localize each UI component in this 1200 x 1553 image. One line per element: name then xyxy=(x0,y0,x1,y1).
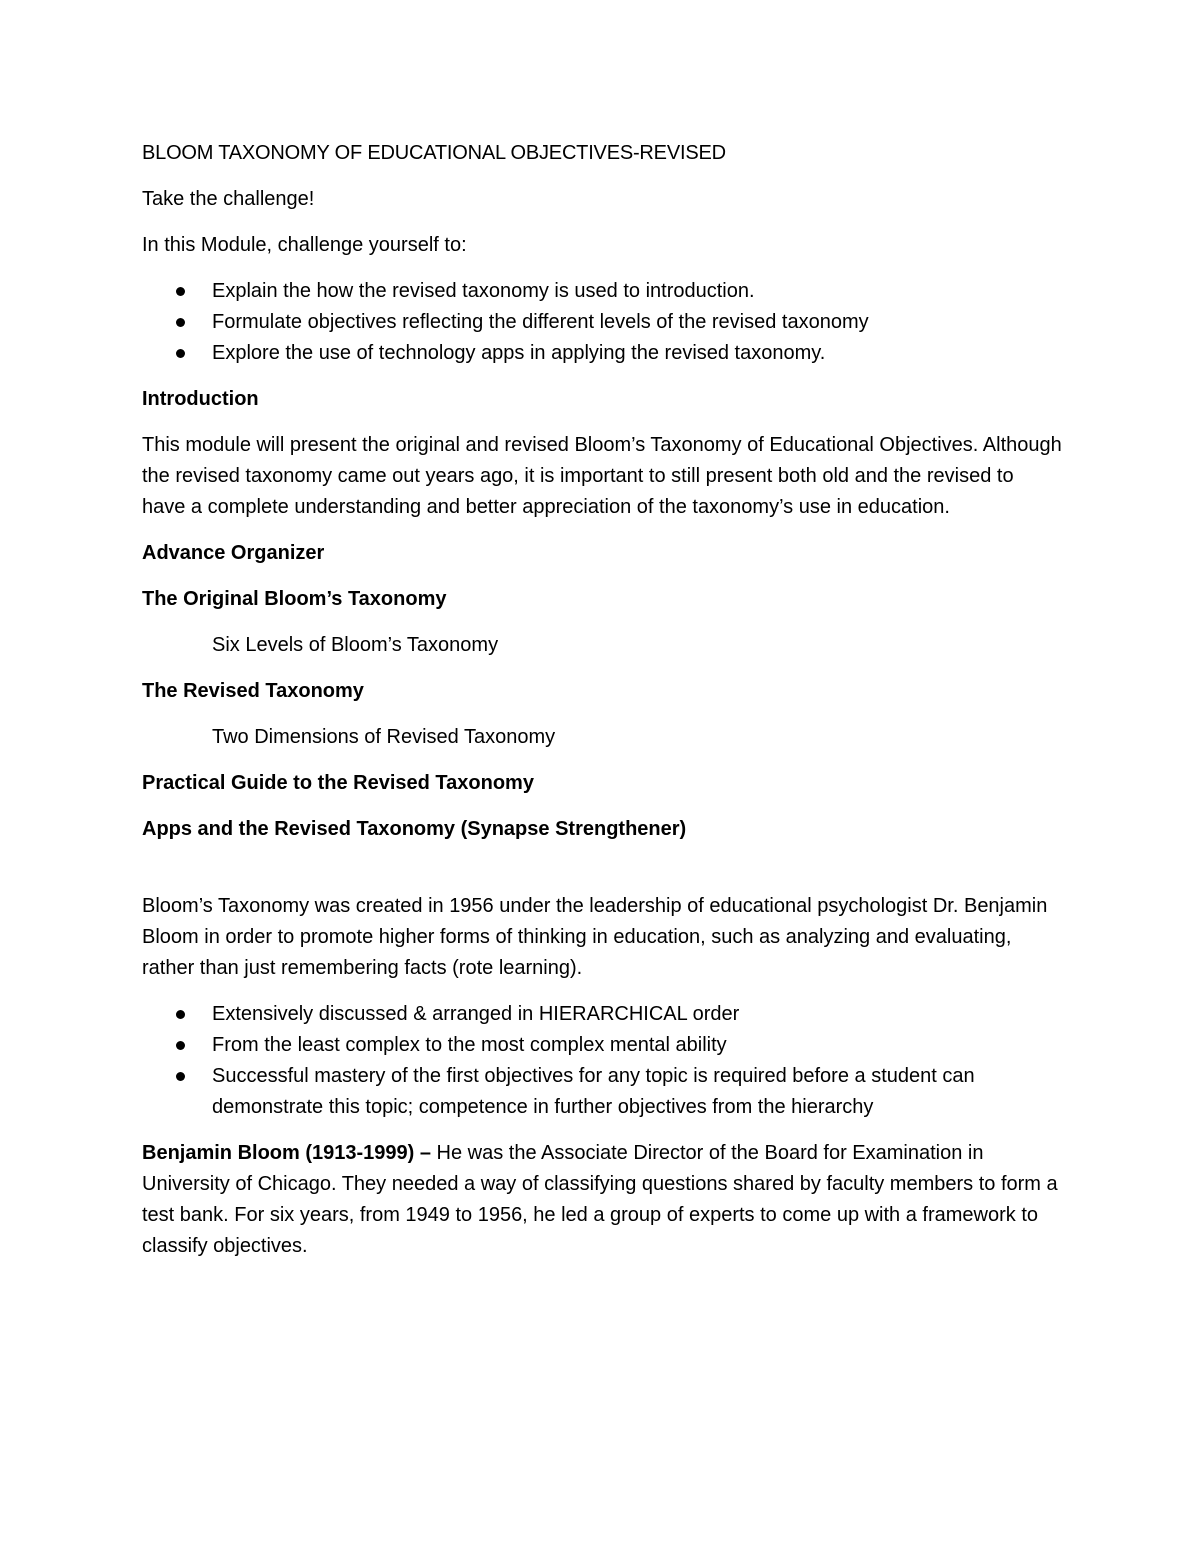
history-text: Bloom’s Taxonomy was created in 1956 under the leadership of educational psychologist Dr. Benjamin Bloom in order to promote higher forms of thinking in education, such as analyzing and evaluating, rather than just remembering facts (rote learning). xyxy=(142,895,1048,979)
introduction-text: This module will present the original and revised Bloom’s Taxonomy of Educational Objectives. Although the revised taxonomy came out years ago, it is important to still present both old and the revised to have a complete understanding and better appreciation of the taxonomy’s use in education. xyxy=(142,434,1062,518)
bullet-icon xyxy=(176,1072,185,1081)
document-title: BLOOM TAXONOMY OF EDUCATIONAL OBJECTIVES-REVISED xyxy=(142,142,726,164)
list-item: Extensively discussed & arranged in HIERARCHICAL order xyxy=(142,999,1062,1030)
list-item: From the least complex to the most complex mental ability xyxy=(142,1030,1062,1061)
challenge-text: Take the challenge! xyxy=(142,188,315,210)
bullet-icon xyxy=(176,1041,185,1050)
objectives-list xyxy=(142,276,1062,369)
list-item: Explain the how the revised taxonomy is used to introduction. xyxy=(142,276,1062,307)
list-item: Successful mastery of the first objectives for any topic is required before a student can demonstrate this topic; competence in further objectives from the hierarchy xyxy=(142,1061,1062,1123)
bloom-bio xyxy=(142,1138,1062,1262)
bullet-icon xyxy=(176,318,185,327)
document-page xyxy=(142,138,1062,1277)
advance-organizer-heading: Advance Organizer xyxy=(142,542,325,564)
list-item: Explore the use of technology apps in applying the revised taxonomy. xyxy=(142,338,1062,369)
bullet-icon xyxy=(176,287,185,296)
revised-taxonomy-sub: Two Dimensions of Revised Taxonomy xyxy=(212,726,556,748)
practical-guide-heading: Practical Guide to the Revised Taxonomy xyxy=(142,772,534,794)
revised-taxonomy-heading: The Revised Taxonomy xyxy=(142,680,364,702)
module-intro-text: In this Module, challenge yourself to: xyxy=(142,234,467,256)
blank-line xyxy=(142,860,1062,891)
apps-heading: Apps and the Revised Taxonomy (Synapse Strengthener) xyxy=(142,818,687,840)
bloom-bio-text: He was the Associate Director of the Board for Examination in University of Chicago. They needed a way of classifying questions shared by faculty members to form a test bank. For six years, from 1949 to 1956, he led a group of experts to come up with a framework to classify objectives. xyxy=(142,1142,1058,1257)
list-item: Formulate objectives reflecting the different levels of the revised taxonomy xyxy=(142,307,1062,338)
history-list xyxy=(142,999,1062,1123)
introduction-heading: Introduction xyxy=(142,388,259,410)
original-taxonomy-heading: The Original Bloom’s Taxonomy xyxy=(142,588,447,610)
bullet-icon xyxy=(176,1010,185,1019)
bullet-icon xyxy=(176,349,185,358)
bloom-bio-lead: Benjamin Bloom (1913-1999) – xyxy=(142,1142,431,1164)
original-taxonomy-sub: Six Levels of Bloom’s Taxonomy xyxy=(212,634,499,656)
